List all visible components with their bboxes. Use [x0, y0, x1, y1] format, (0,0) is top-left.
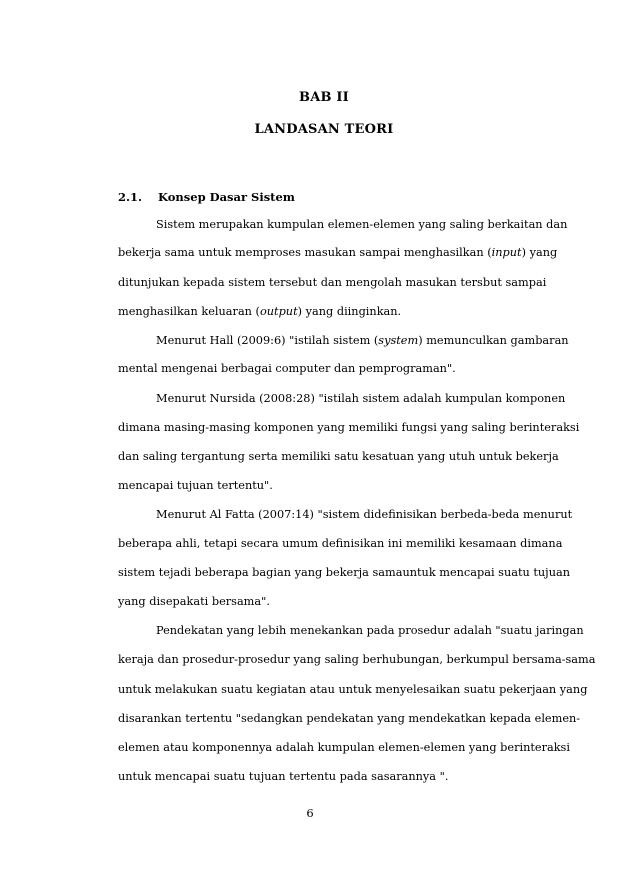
text-line: dimana masing-masing komponen yang memiliki fungsi yang saling berinteraksi	[118, 421, 580, 434]
text-line: beberapa ahli, tetapi secara umum definisikan ini memiliki kesamaan dimana	[118, 537, 563, 550]
text-line: elemen atau komponennya adalah kumpulan elemen-elemen yang berinteraksi	[118, 741, 570, 754]
chapter-number: BAB II	[299, 90, 349, 105]
section-heading	[118, 190, 295, 204]
text-line: mencapai tujuan tertentu".	[118, 479, 273, 492]
text-line: Menurut Al Fatta (2007:14) "sistem didefinisikan berbeda-beda menurut	[156, 508, 573, 521]
text-line: disarankan tertentu "sedangkan pendekatan yang mendekatkan kepada elemen-	[118, 712, 581, 725]
text-line: bekerja sama untuk memproses masukan sampai menghasilkan (input) yang	[118, 246, 558, 259]
text-line: dan saling tergantung serta memiliki satu kesatuan yang utuh untuk bekerja	[118, 450, 559, 463]
text-line: yang disepakati bersama".	[118, 595, 270, 608]
text-line: ditunjukan kepada sistem tersebut dan mengolah masukan tersbut sampai	[118, 276, 547, 289]
section-number: 2.1.	[118, 190, 143, 204]
text-line: untuk mencapai suatu tujuan tertentu pada sasarannya ".	[118, 770, 449, 783]
text-line: menghasilkan keluaran (output) yang diinginkan.	[118, 305, 402, 318]
text-line: Pendekatan yang lebih menekankan pada prosedur adalah "suatu jaringan	[156, 624, 584, 637]
text-line: untuk melakukan suatu kegiatan atau untuk menyelesaikan suatu pekerjaan yang	[118, 683, 588, 696]
chapter-title: LANDASAN TEORI	[254, 122, 394, 137]
text-line: Sistem merupakan kumpulan elemen-elemen yang saling berkaitan dan	[156, 218, 568, 231]
text-line: Menurut Nursida (2008:28) "istilah sistem adalah kumpulan komponen	[156, 392, 566, 405]
page-number: 6	[306, 806, 314, 820]
section-title: Konsep Dasar Sistem	[158, 190, 295, 204]
text-line: keraja dan prosedur-prosedur yang saling berhubungan, berkumpul bersama-sama	[118, 653, 596, 666]
text-line: sistem tejadi beberapa bagian yang bekerja samauntuk mencapai suatu tujuan	[118, 566, 570, 579]
text-line: mental mengenai berbagai computer dan pemprograman".	[118, 362, 456, 375]
text-line: Menurut Hall (2009:6) "istilah sistem (system) memunculkan gambaran	[156, 334, 569, 347]
